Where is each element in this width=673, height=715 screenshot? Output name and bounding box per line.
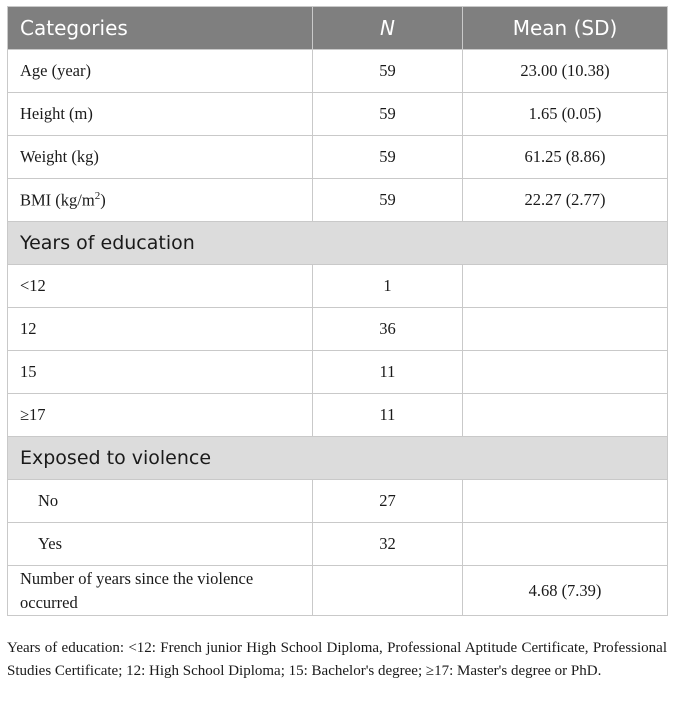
row-n: 59 [313, 136, 463, 179]
row-n: 32 [313, 523, 463, 566]
section-header-violence [8, 437, 668, 480]
row-label: 12 [8, 308, 313, 351]
row-n: 59 [313, 179, 463, 222]
row-n [313, 566, 463, 616]
row-label: <12 [8, 265, 313, 308]
header-categories: Categories [8, 7, 313, 50]
row-label-weight: Weight (kg) [8, 136, 313, 179]
table-row [8, 179, 668, 222]
row-mean [463, 394, 668, 437]
table-row [8, 523, 668, 566]
row-label-height: Height (m) [8, 93, 313, 136]
bmi-label-suffix: ) [100, 190, 106, 210]
demographics-table [7, 6, 668, 616]
row-n: 36 [313, 308, 463, 351]
row-mean [463, 480, 668, 523]
table-row [8, 265, 668, 308]
row-n: 11 [313, 394, 463, 437]
row-n: 1 [313, 265, 463, 308]
table-row [8, 308, 668, 351]
row-n: 27 [313, 480, 463, 523]
header-n: N [313, 7, 463, 50]
row-n: 11 [313, 351, 463, 394]
row-label-years-since-violence: Number of years since the violence occurred [8, 566, 313, 616]
bmi-label-superscript: 2 [94, 189, 101, 202]
table-footnote: Years of education: <12: French junior High School Diploma, Professional Aptitude Certificate, Professional Studies Certificate; 12: High School Diploma; 15: Bachelor's degree; ≥17: Master's degree or PhD. [7, 640, 667, 679]
row-label-age: Age (year) [8, 50, 313, 93]
table-row [8, 351, 668, 394]
row-mean [463, 351, 668, 394]
row-n: 59 [313, 50, 463, 93]
row-mean: 1.65 (0.05) [463, 93, 668, 136]
bmi-label-prefix: BMI (kg/m [20, 190, 95, 210]
table-row [8, 480, 668, 523]
section-title-violence: Exposed to violence [8, 437, 668, 480]
section-header-education [8, 222, 668, 265]
row-mean: 4.68 (7.39) [463, 566, 668, 616]
table-row [8, 136, 668, 179]
section-title-education: Years of education [8, 222, 668, 265]
row-mean: 22.27 (2.77) [463, 179, 668, 222]
row-mean [463, 308, 668, 351]
row-mean: 23.00 (10.38) [463, 50, 668, 93]
header-mean-sd: Mean (SD) [463, 7, 668, 50]
row-mean: 61.25 (8.86) [463, 136, 668, 179]
table-container [7, 6, 667, 616]
row-label: Yes [8, 523, 313, 566]
header-row [8, 7, 668, 50]
row-label-bmi [8, 179, 313, 222]
row-mean [463, 265, 668, 308]
row-n: 59 [313, 93, 463, 136]
table-row [8, 93, 668, 136]
row-label: ≥17 [8, 394, 313, 437]
table-row [8, 50, 668, 93]
row-label: 15 [8, 351, 313, 394]
table-row [8, 394, 668, 437]
row-mean [463, 523, 668, 566]
table-row [8, 566, 668, 616]
row-label: No [8, 480, 313, 523]
